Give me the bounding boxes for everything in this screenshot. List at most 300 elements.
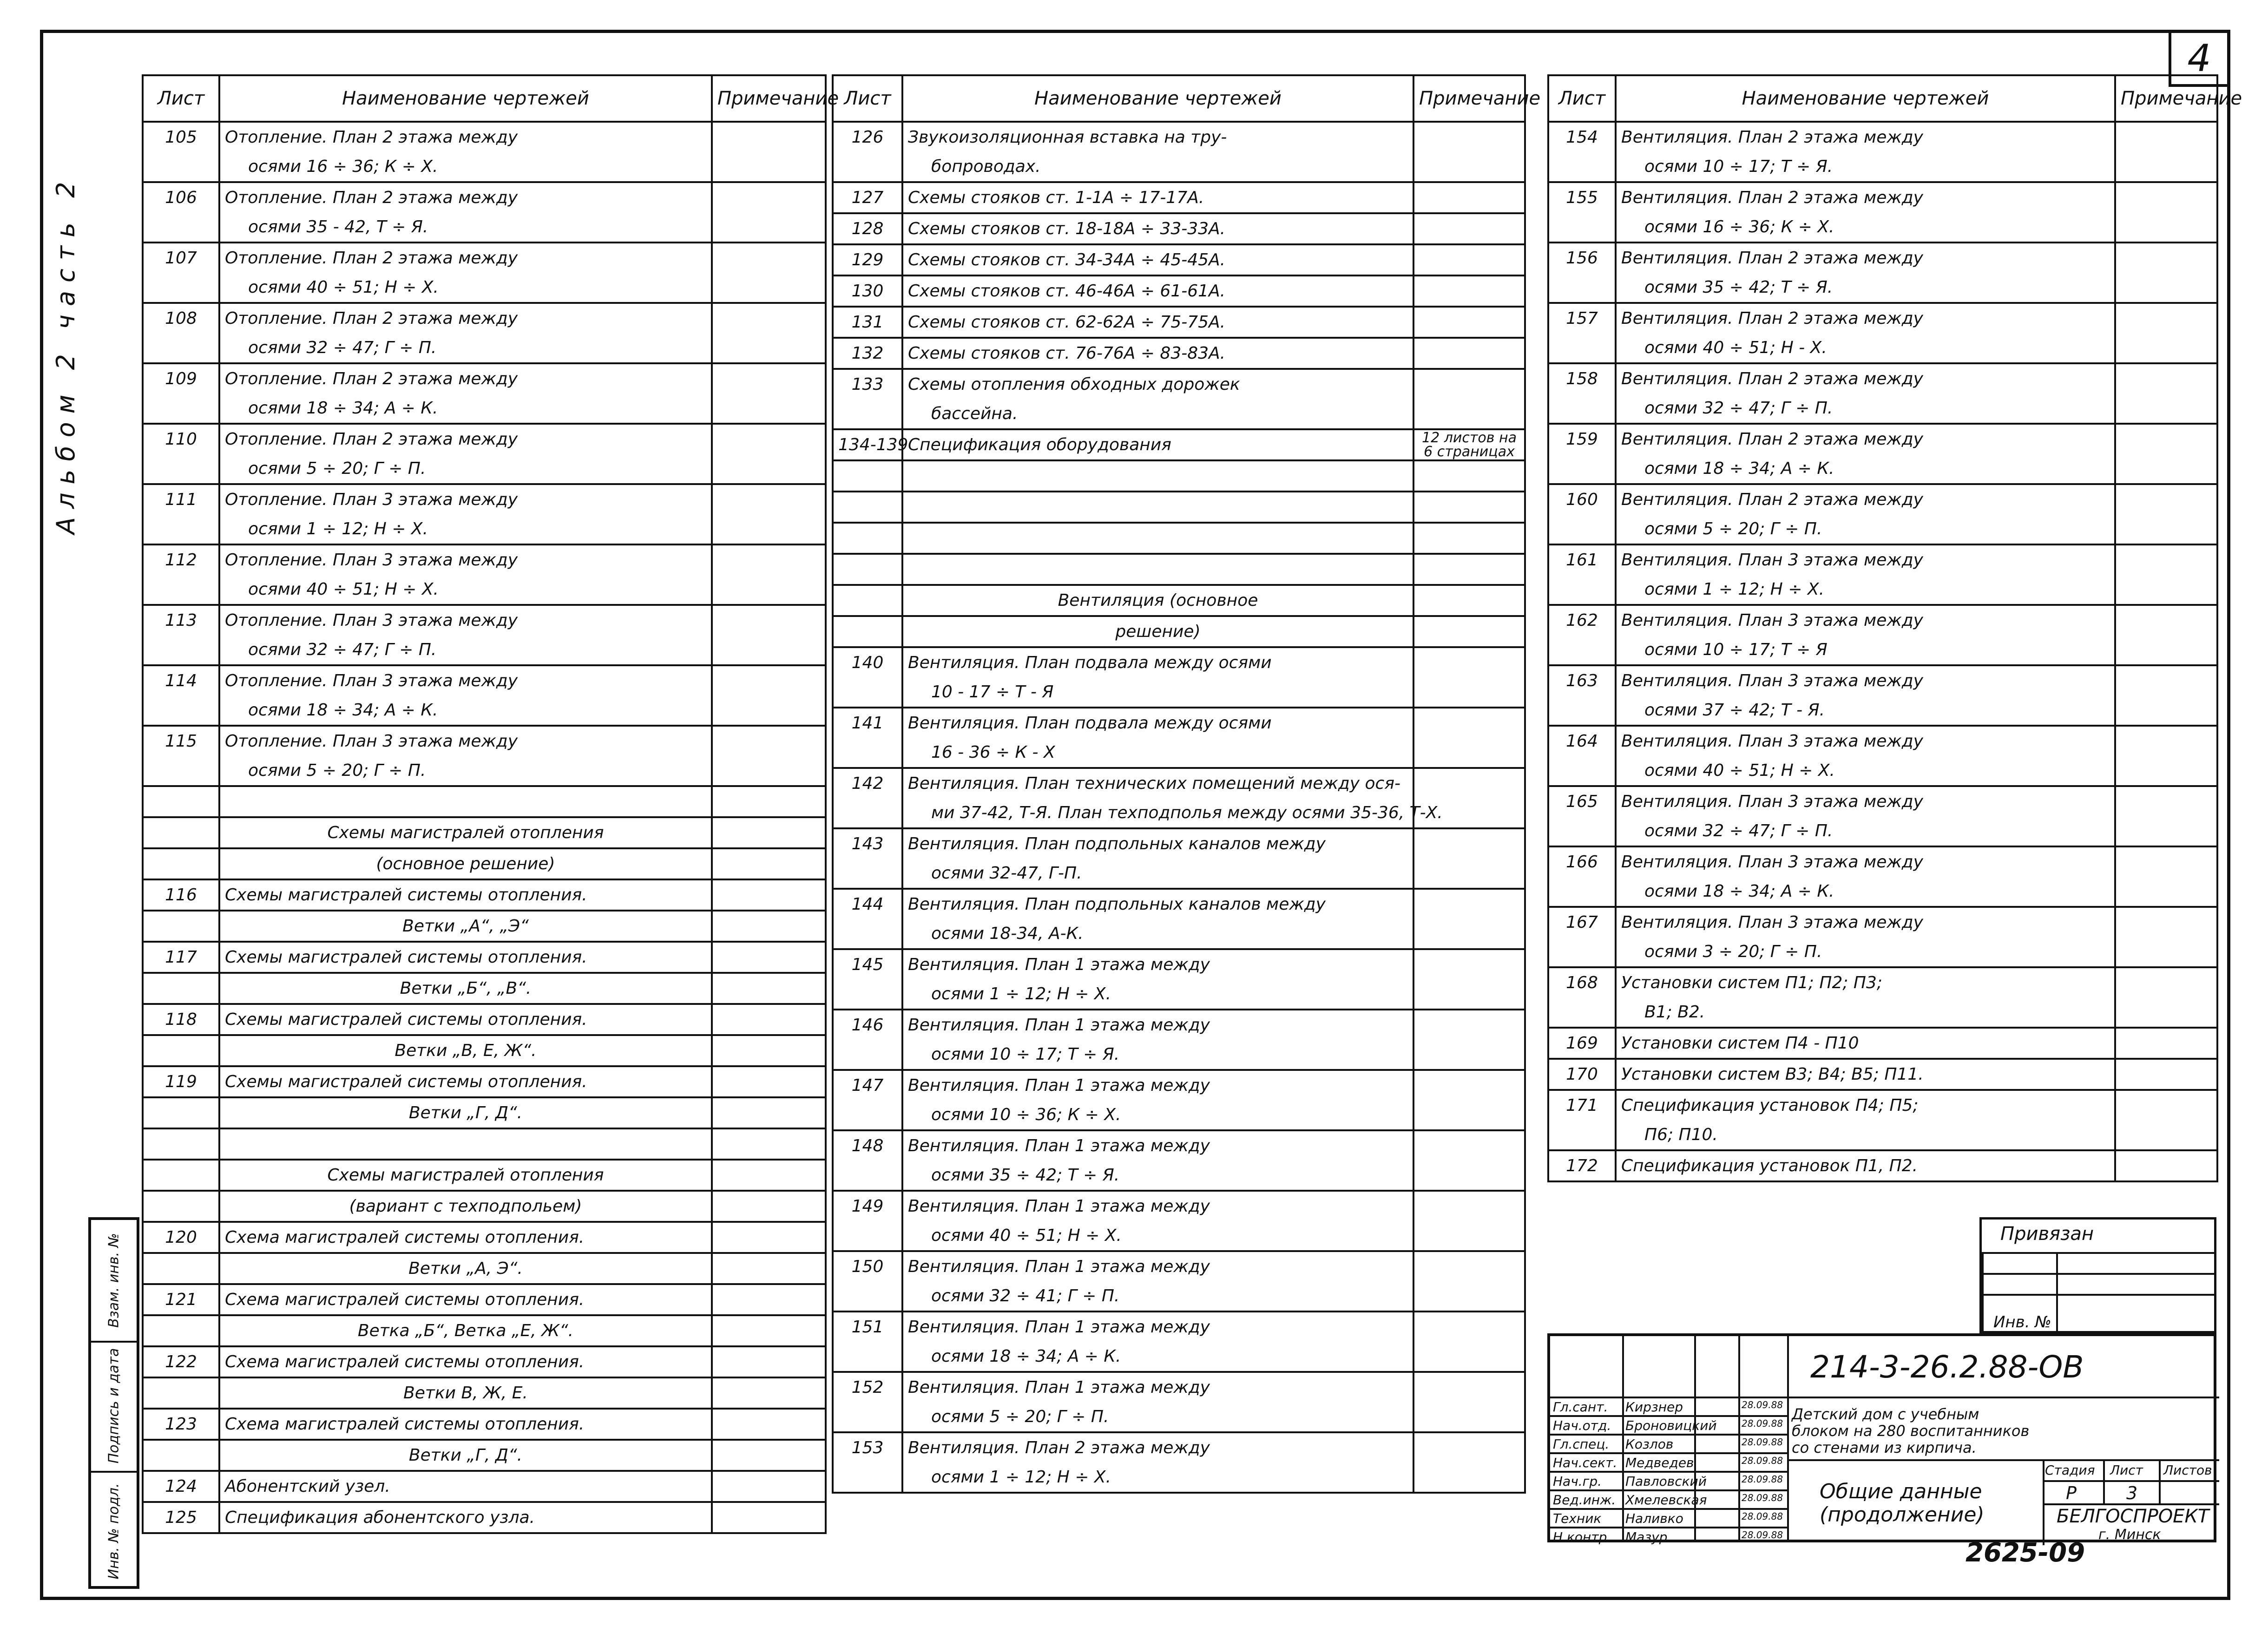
table-row (143, 786, 826, 817)
drawing-name-cell: Отопление. План 3 этажа между (219, 484, 712, 514)
header-note: Примечание (2115, 75, 2217, 122)
drawing-name-cell: осями 32 ÷ 47; Г ÷ П. (219, 635, 712, 665)
table-row (143, 1471, 826, 1502)
note-cell (712, 756, 826, 786)
note-cell (1413, 1372, 1525, 1402)
table-row (1548, 997, 2217, 1028)
side-stamp-field: Взам. инв. № (105, 1233, 122, 1328)
drawing-name-cell: осями 32 ÷ 47; Г ÷ П. (219, 333, 712, 363)
note-cell (712, 1191, 826, 1222)
sheet-number-cell: 161 (1548, 544, 1616, 575)
drawing-name-cell: Схемы магистралей отопления (219, 817, 712, 848)
sheet-number-cell: 162 (1548, 605, 1616, 635)
note-cell (2115, 303, 2217, 333)
drawing-name-cell: бопроводах. (902, 152, 1413, 182)
sheet-number-cell (143, 212, 219, 243)
inventory-label: Инв. № (1993, 1313, 2051, 1331)
drawing-name-cell: Спецификация установок П1, П2. (1616, 1150, 2115, 1181)
drawing-name-cell: Установки систем В3; В4; В5; П11. (1616, 1059, 2115, 1090)
sheet-number-cell (833, 1462, 902, 1493)
drawing-name-cell: Установки систем П1; П2; П3; (1616, 967, 2115, 997)
note-cell (2115, 575, 2217, 605)
table-row (1548, 1150, 2217, 1181)
drawing-name-cell: Вентиляция. План 3 этажа между (1616, 605, 2115, 635)
side-stamp (88, 1217, 139, 1589)
drawing-name-cell: Ветки „В, Е, Ж“. (219, 1035, 712, 1066)
note-cell (1413, 554, 1525, 585)
drawing-name-cell: Вентиляция. План 1 этажа между (902, 949, 1413, 979)
sheet-number-cell (143, 273, 219, 303)
note-cell (712, 122, 826, 152)
sheet-number: 4 (2169, 33, 2227, 87)
sheet-number-cell: 160 (1548, 484, 1616, 514)
note-cell (2115, 665, 2217, 695)
sheet-number-cell: 119 (143, 1066, 219, 1097)
drawing-name-cell: Вентиляция. План 1 этажа между (902, 1191, 1413, 1221)
note-cell (712, 1377, 826, 1409)
drawing-name-cell: осями 1 ÷ 12; Н ÷ Х. (219, 514, 712, 544)
drawing-name-cell: осями 32-47, Г-П. (902, 859, 1413, 889)
table-row (833, 1281, 1525, 1312)
table-row (833, 338, 1525, 369)
note-cell (2115, 544, 2217, 575)
table-row (833, 523, 1525, 554)
sheet-number-cell (1548, 695, 1616, 726)
table-row (833, 647, 1525, 677)
signer-role: Гл.спец. (1553, 1436, 1610, 1452)
sheet-number-cell: 158 (1548, 363, 1616, 393)
sheet-number-cell: 117 (143, 942, 219, 973)
drawing-name-cell: осями 35 ÷ 42; Т ÷ Я. (902, 1161, 1413, 1191)
sheet-number-cell: 153 (833, 1432, 902, 1462)
sheet-number-cell (833, 554, 902, 585)
sheet-number-cell: 168 (1548, 967, 1616, 997)
sheet-number-cell: 154 (1548, 122, 1616, 152)
sheet-number-cell (143, 393, 219, 424)
note-cell (712, 575, 826, 605)
sheet-number-cell (1548, 1120, 1616, 1150)
note-cell (1413, 585, 1525, 616)
sheet-number-cell: 146 (833, 1010, 902, 1040)
note-cell (2115, 1150, 2217, 1181)
drawing-name-cell: осями 3 ÷ 20; Г ÷ П. (1616, 937, 2115, 967)
table-row (1548, 1090, 2217, 1120)
signer-date: 28.09.88 (1742, 1418, 1783, 1429)
drawing-name-cell: Вентиляция. План подвала между осями (902, 647, 1413, 677)
project-name: Детский дом с учебным блоком на 280 воспитанников со стенами из кирпича. (1792, 1405, 2030, 1456)
sheet-number-cell: 128 (833, 213, 902, 244)
table-row (143, 635, 826, 665)
table-row (143, 1160, 826, 1191)
table-row (1548, 786, 2217, 816)
sheet-number-cell (143, 454, 219, 484)
drawing-name-cell: осями 5 ÷ 20; Г ÷ П. (1616, 514, 2115, 544)
drawing-name-cell: (вариант с техподпольем) (219, 1191, 712, 1222)
table-row (833, 460, 1525, 492)
sheet-number-cell (143, 333, 219, 363)
sheet-number-cell: 132 (833, 338, 902, 369)
table-row (143, 1502, 826, 1533)
table-row (833, 738, 1525, 768)
drawing-name-cell: Схемы стояков ст. 62-62А ÷ 75-75А. (902, 307, 1413, 338)
drawing-name-cell: Звукоизоляционная вставка на тру- (902, 122, 1413, 152)
table-row (143, 454, 826, 484)
sheet-number-cell: 127 (833, 182, 902, 213)
sheet-number-cell: 126 (833, 122, 902, 152)
drawing-name-cell: Вентиляция. План 1 этажа между (902, 1010, 1413, 1040)
note-cell (2115, 424, 2217, 454)
drawing-name-cell: Ветки „А“, „Э“ (219, 911, 712, 942)
drawing-name-cell: осями 40 ÷ 51; Н ÷ Х. (219, 273, 712, 303)
drawing-name-cell: Ветка „Б“, Ветка „Е, Ж“. (219, 1315, 712, 1346)
header-sheet: Лист (1548, 75, 1616, 122)
table-row (143, 879, 826, 911)
drawing-name-cell (902, 492, 1413, 523)
drawing-name-cell: Вентиляция. План 2 этажа между (1616, 122, 2115, 152)
sheet-number-cell: 134-139 (833, 429, 902, 460)
table-row (833, 1010, 1525, 1040)
table-row (833, 1100, 1525, 1130)
note-cell (2115, 846, 2217, 877)
drawing-name-cell: осями 18 ÷ 34; А ÷ К. (219, 695, 712, 726)
note-cell (2115, 1059, 2217, 1090)
table-row (143, 333, 826, 363)
table-row (143, 756, 826, 786)
table-row (1548, 635, 2217, 665)
signer-date: 28.09.88 (1742, 1474, 1783, 1485)
sheet-number-cell: 121 (143, 1284, 219, 1315)
table-row (143, 484, 826, 514)
note-cell (1413, 307, 1525, 338)
table-row (833, 369, 1525, 399)
sheet-title: Общие данные (продолжение) (1820, 1480, 1985, 1527)
table-row (143, 848, 826, 879)
note-cell (1413, 213, 1525, 244)
table-row (833, 949, 1525, 979)
table-row (143, 152, 826, 182)
table-row (143, 817, 826, 848)
drawing-name-cell: Вентиляция. План 3 этажа между (1616, 665, 2115, 695)
sheet-number-cell (833, 399, 902, 429)
table-row (1548, 152, 2217, 182)
drawing-name-cell: Схемы магистралей системы отопления. (219, 942, 712, 973)
sheet-number-cell: 120 (143, 1222, 219, 1253)
table-row (143, 243, 826, 273)
drawing-name-cell: Ветки „Г, Д“. (219, 1097, 712, 1128)
sheet-number-cell (143, 1128, 219, 1160)
table-row (143, 911, 826, 942)
note-cell (712, 333, 826, 363)
sheet-number-cell (143, 152, 219, 182)
table-row (1548, 424, 2217, 454)
drawing-name-cell: Отопление. План 3 этажа между (219, 665, 712, 695)
drawing-name-cell: осями 16 ÷ 36; К ÷ Х. (1616, 212, 2115, 243)
drawing-name-cell: Вентиляция. План подпольных каналов между (902, 828, 1413, 859)
note-cell (1413, 122, 1525, 152)
table-row (833, 828, 1525, 859)
signer-date: 28.09.88 (1742, 1529, 1783, 1541)
note-cell (1413, 768, 1525, 798)
drawing-name-cell: осями 5 ÷ 20; Г ÷ П. (902, 1402, 1413, 1432)
sheet-number-cell: 107 (143, 243, 219, 273)
drawing-name-cell: Схемы отопления обходных дорожек (902, 369, 1413, 399)
drawing-name-cell: осями 18 ÷ 34; А ÷ К. (902, 1342, 1413, 1372)
sheet-number-cell (833, 616, 902, 647)
sheet-number-cell (833, 523, 902, 554)
table-row (1548, 967, 2217, 997)
note-cell (1413, 616, 1525, 647)
drawing-name-cell: Вентиляция. План 1 этажа между (902, 1070, 1413, 1100)
table-row (833, 399, 1525, 429)
table-row (833, 768, 1525, 798)
table-row (1548, 212, 2217, 243)
drawing-name-cell: Вентиляция. План 1 этажа между (902, 1372, 1413, 1402)
note-cell (712, 1409, 826, 1440)
table-row (1548, 756, 2217, 786)
note-cell (712, 1284, 826, 1315)
drawing-name-cell: Спецификация абонентского узла. (219, 1502, 712, 1533)
note-cell (2115, 786, 2217, 816)
note-cell (1413, 677, 1525, 708)
note-cell (2115, 122, 2217, 152)
drawing-name-cell: Отопление. План 3 этажа между (219, 544, 712, 575)
sheet-number-cell: 159 (1548, 424, 1616, 454)
drawing-name-cell: осями 40 ÷ 51; Н - Х. (1616, 333, 2115, 363)
table-row (1548, 1028, 2217, 1059)
drawing-name-cell: Схема магистралей системы отопления. (219, 1222, 712, 1253)
drawing-name-cell: Схемы стояков ст. 76-76А ÷ 83-83А. (902, 338, 1413, 369)
signer-name: Кирзнер (1625, 1399, 1683, 1415)
note-cell (2115, 1090, 2217, 1120)
note-cell (1413, 1130, 1525, 1161)
drawing-name-cell: Схемы стояков ст. 46-46А ÷ 61-61А. (902, 275, 1413, 307)
drawing-name-cell: решение) (902, 616, 1413, 647)
sheet-number-cell (143, 786, 219, 817)
drawing-name-cell: Вентиляция. План 2 этажа между (1616, 303, 2115, 333)
table-row (1548, 393, 2217, 424)
drawing-name-cell: Вентиляция. План 2 этажа между (1616, 243, 2115, 273)
drawing-name-cell: осями 16 ÷ 36; К ÷ Х. (219, 152, 712, 182)
note-cell (1413, 1010, 1525, 1040)
sheet-number-cell (143, 848, 219, 879)
table-row (833, 708, 1525, 738)
note-cell (1413, 919, 1525, 949)
drawing-name-cell: Схема магистралей системы отопления. (219, 1284, 712, 1315)
sheet-number-cell: 111 (143, 484, 219, 514)
note-cell (2115, 393, 2217, 424)
table-row (833, 1312, 1525, 1342)
title-block (1547, 1333, 2216, 1545)
drawings-table-2 (832, 74, 1541, 1494)
drawing-name-cell: Схемы магистралей системы отопления. (219, 879, 712, 911)
header-note: Примечание (1413, 75, 1525, 122)
note-cell (712, 424, 826, 454)
note-cell (1413, 647, 1525, 677)
sheet-number-cell (1548, 816, 1616, 846)
note-cell (2115, 726, 2217, 756)
note-cell (1413, 244, 1525, 275)
signer-date: 28.09.88 (1742, 1399, 1783, 1410)
note-cell (1413, 1161, 1525, 1191)
album-label: Альбом 2 часть 2 (51, 173, 80, 534)
sheet-number-cell: 113 (143, 605, 219, 635)
note-cell (712, 665, 826, 695)
table-row (143, 1066, 826, 1097)
sheet-number-cell (1548, 393, 1616, 424)
drawing-name-cell: осями 18 ÷ 34; А ÷ К. (1616, 454, 2115, 484)
table-row (833, 1372, 1525, 1402)
table-row (143, 695, 826, 726)
sheet-number-cell (833, 859, 902, 889)
table-row (1548, 303, 2217, 333)
sheet-number-cell (1548, 333, 1616, 363)
sheet-number-cell (833, 1281, 902, 1312)
drawing-name-cell: Отопление. План 2 этажа между (219, 122, 712, 152)
drawing-name-cell: 10 - 17 ÷ Т - Я (902, 677, 1413, 708)
sheet-number-cell: 150 (833, 1251, 902, 1281)
sheet-number-cell: 164 (1548, 726, 1616, 756)
sheet-number-cell: 172 (1548, 1150, 1616, 1181)
organization: БЕЛГОСПРОЕКТ (2057, 1506, 2209, 1527)
note-cell (712, 514, 826, 544)
signer-role: Нач.сект. (1553, 1455, 1617, 1470)
table-row (143, 575, 826, 605)
note-cell (712, 848, 826, 879)
note-cell (1413, 1462, 1525, 1493)
note-cell (712, 393, 826, 424)
drawing-name-cell: осями 40 ÷ 51; Н ÷ Х. (219, 575, 712, 605)
note-cell (1413, 338, 1525, 369)
table-row (143, 1128, 826, 1160)
note-cell (712, 1253, 826, 1284)
table-row (833, 213, 1525, 244)
signer-role: Н.контр. (1553, 1529, 1611, 1545)
table-row (1548, 605, 2217, 635)
table-row (833, 429, 1525, 460)
drawing-name-cell: осями 10 ÷ 17; Т ÷ Я. (902, 1040, 1413, 1070)
sheet-number-cell (143, 817, 219, 848)
sheet-number-cell: 110 (143, 424, 219, 454)
note-cell (2115, 937, 2217, 967)
sheet-number-cell (833, 738, 902, 768)
drawing-name-cell: осями 35 - 42, Т ÷ Я. (219, 212, 712, 243)
drawings-table-1 (142, 74, 839, 1534)
note-cell (1413, 399, 1525, 429)
table-row (143, 605, 826, 635)
drawing-name-cell: осями 10 ÷ 17; Т ÷ Я. (1616, 152, 2115, 182)
sheet-number-cell (1548, 212, 1616, 243)
drawing-name-cell (219, 1128, 712, 1160)
sheet-number-cell: 133 (833, 369, 902, 399)
note-cell (712, 635, 826, 665)
drawing-name-cell: Установки систем П4 - П10 (1616, 1028, 2115, 1059)
note-cell (712, 454, 826, 484)
drawing-name-cell: осями 10 ÷ 17; Т ÷ Я (1616, 635, 2115, 665)
note-cell (712, 1315, 826, 1346)
drawing-name-cell: Вентиляция. План подпольных каналов между (902, 889, 1413, 919)
sheet-number-cell (833, 1221, 902, 1251)
note-cell (2115, 695, 2217, 726)
note-cell (1413, 708, 1525, 738)
note-cell (2115, 967, 2217, 997)
sheet-number-cell: 148 (833, 1130, 902, 1161)
drawing-name-cell: осями 18 ÷ 34; А ÷ К. (219, 393, 712, 424)
table-row (1548, 877, 2217, 907)
sheets-label: Листов (2163, 1462, 2212, 1478)
table-row (143, 1191, 826, 1222)
note-cell (712, 605, 826, 635)
signer-date: 28.09.88 (1742, 1492, 1783, 1503)
table-row (143, 1409, 826, 1440)
sheet-number-cell (1548, 152, 1616, 182)
drawing-name-cell (219, 786, 712, 817)
drawing-name-cell: (основное решение) (219, 848, 712, 879)
table-row (1548, 846, 2217, 877)
note-cell (1413, 979, 1525, 1010)
table-row (833, 492, 1525, 523)
note-cell (1413, 369, 1525, 399)
drawing-name-cell: Абонентский узел. (219, 1471, 712, 1502)
note-cell (1413, 828, 1525, 859)
note-cell (712, 786, 826, 817)
note-cell (2115, 182, 2217, 212)
sheet-number-cell (833, 979, 902, 1010)
sheet-number-cell (143, 1191, 219, 1222)
table-row (1548, 333, 2217, 363)
sheet-number-cell (1548, 454, 1616, 484)
drawing-name-cell: Вентиляция. План 3 этажа между (1616, 544, 2115, 575)
signer-role: Нач.гр. (1553, 1474, 1602, 1489)
note-cell (2115, 243, 2217, 273)
sheet-number-cell (833, 1100, 902, 1130)
note-cell (1413, 1191, 1525, 1221)
header-name: Наименование чертежей (219, 75, 712, 122)
table-row (833, 919, 1525, 949)
header-note: Примечание (712, 75, 826, 122)
table-row (1548, 907, 2217, 937)
sheet-number-cell: 115 (143, 726, 219, 756)
note-cell (2115, 363, 2217, 393)
sheet-number-cell: 147 (833, 1070, 902, 1100)
drawing-name-cell: Вентиляция. План технических помещений между ося- (902, 768, 1413, 798)
sheet-number-cell: 125 (143, 1502, 219, 1533)
note-cell (712, 303, 826, 333)
sheet-number-cell: 123 (143, 1409, 219, 1440)
drawing-name-cell: осями 37 ÷ 42; Т - Я. (1616, 695, 2115, 726)
note-cell (712, 911, 826, 942)
table-row (143, 1004, 826, 1035)
table-row (833, 1040, 1525, 1070)
drawing-name-cell: Отопление. План 3 этажа между (219, 605, 712, 635)
note-cell (712, 1004, 826, 1035)
drawing-name-cell: П6; П10. (1616, 1120, 2115, 1150)
drawing-name-cell: Схемы стояков ст. 1-1А ÷ 17-17А. (902, 182, 1413, 213)
sheet-number-cell: 144 (833, 889, 902, 919)
table-row (833, 244, 1525, 275)
drawing-name-cell: Ветки В, Ж, Е. (219, 1377, 712, 1409)
drawing-name-cell: Вентиляция. План 3 этажа между (1616, 786, 2115, 816)
table-row (143, 1284, 826, 1315)
sheet-number-cell: 106 (143, 182, 219, 212)
drawing-name-cell: Схемы магистралей системы отопления. (219, 1004, 712, 1035)
drawing-name-cell: Ветки „А, Э“. (219, 1253, 712, 1284)
note-cell (1413, 275, 1525, 307)
signer-date: 28.09.88 (1742, 1511, 1783, 1522)
note-cell (712, 1066, 826, 1097)
table-row (143, 1222, 826, 1253)
sheet-number-cell: 140 (833, 647, 902, 677)
note-cell (2115, 635, 2217, 665)
